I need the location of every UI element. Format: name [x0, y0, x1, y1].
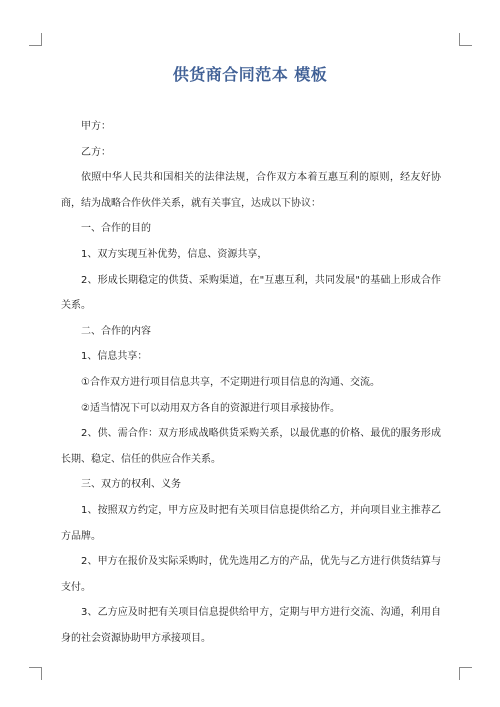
- party-a-line: 甲方：: [81, 121, 111, 132]
- section-heading-content: 二、合作的内容: [81, 325, 151, 337]
- rights-item-2: 2、甲方在报价及实际采购时，优先选用乙方的产品，优先与乙方进行供货结算与支付。: [61, 556, 441, 593]
- rights-item-1: 1、按照双方约定，甲方应及时把有关项目信息提供给乙方，并向项目业主推荐乙方品牌。: [61, 504, 441, 542]
- purpose-item-2: 2、形成长期稳定的供货、采购渠道，在"互惠互利，共同发展"的基础上形成合作关系。: [61, 274, 441, 312]
- purpose-item-1: 1、双方实现互补优势，信息、资源共享，: [81, 248, 268, 260]
- document-title: 供货商合同范本 模板: [172, 65, 328, 84]
- section-heading-purpose: 一、合作的目的: [81, 223, 151, 235]
- crop-mark-bottom-left: [29, 667, 42, 680]
- rights-item-3: 3、乙方应及时把有关项目信息提供给甲方，定期与甲方进行交流、沟通，利用自身的社会资源协助甲方承接项目。: [61, 607, 441, 644]
- content-subitem-2: ②适当情况下可以动用双方各自的资源进行项目承接协作。: [81, 402, 340, 414]
- content-subitem-1: ①合作双方进行项目信息共享，不定期进行项目信息的沟通、交流。: [81, 376, 380, 388]
- party-b-line: 乙方：: [81, 146, 111, 158]
- crop-mark-top-right: [459, 33, 472, 46]
- section-heading-rights: 三、双方的权利、义务: [81, 479, 181, 491]
- preamble-paragraph: 依照中华人民共和国相关的法律法规，合作双方本着互惠互利的原则，经友好协商，结为战略合作伙伴关系，就有关事宜，达成以下协议：: [61, 172, 441, 209]
- crop-mark-bottom-right: [459, 667, 472, 680]
- document-body: [61, 114, 441, 651]
- content-item-1: 1、信息共享：: [81, 351, 148, 363]
- crop-mark-top-left: [29, 33, 42, 46]
- content-item-2: 2、供、需合作：双方形成战略供货采购关系，以最优惠的价格、最优的服务形成长期、稳定、信任的供应合作关系。: [61, 428, 441, 465]
